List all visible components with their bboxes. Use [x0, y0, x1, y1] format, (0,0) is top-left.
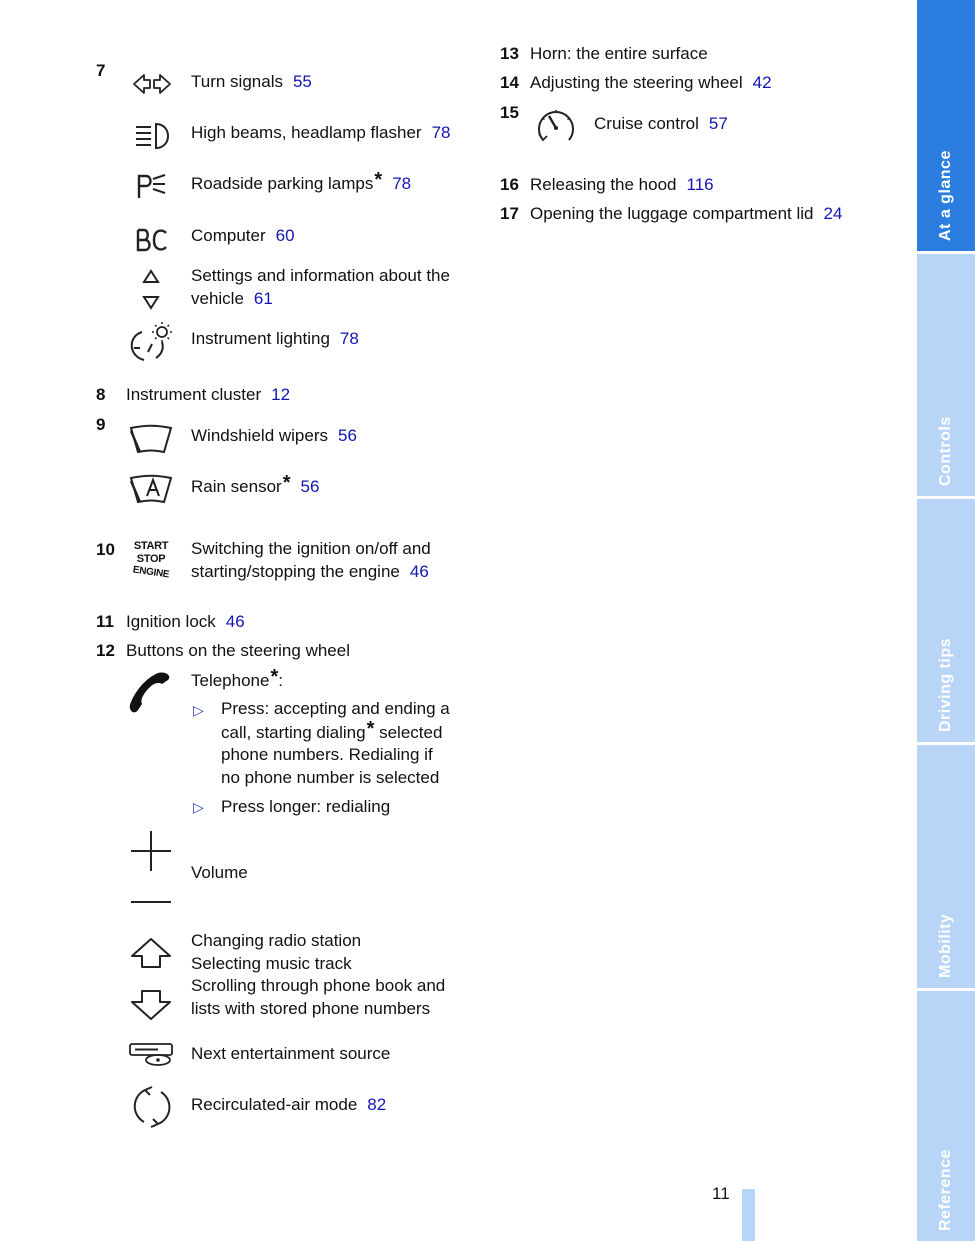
tab-reference[interactable]: Reference — [917, 991, 975, 1241]
page-link[interactable]: 116 — [686, 175, 714, 194]
page-link[interactable]: 61 — [253, 289, 273, 308]
item-number: 15 — [500, 103, 519, 122]
parking-lamp-icon — [135, 172, 169, 200]
computer-entry: Computer 60 — [191, 226, 295, 245]
luggage-lid-entry: Opening the luggage compartment lid 24 — [530, 204, 843, 223]
steering-wheel-adjust-entry: Adjusting the steering wheel 42 — [530, 73, 772, 92]
page-link[interactable]: 55 — [292, 72, 312, 91]
tab-mobility[interactable]: Mobility — [917, 745, 975, 988]
page-link[interactable]: 42 — [752, 73, 772, 92]
item-number: 14 — [500, 73, 519, 92]
item-number: 17 — [500, 204, 519, 223]
cruise-control-entry: Cruise control 57 — [594, 114, 728, 133]
arrow-down-outline-icon — [129, 989, 173, 1021]
telephone-heading: Telephone*: — [191, 666, 283, 690]
windshield-wiper-icon — [128, 424, 174, 456]
ignition-lock-entry: Ignition lock 46 — [126, 612, 245, 631]
bullet-arrow-icon: ▷ — [193, 799, 204, 815]
steering-wheel-buttons-heading: Buttons on the steering wheel — [126, 641, 350, 660]
page-number-bar — [742, 1189, 755, 1241]
page-link[interactable]: 60 — [275, 226, 295, 245]
hood-release-entry: Releasing the hood 116 — [530, 175, 714, 194]
instrument-lighting-entry: Instrument lighting 78 — [191, 329, 359, 348]
turn-signals-entry: Turn signals 55 — [191, 72, 312, 91]
page-link[interactable]: 78 — [431, 123, 451, 142]
bullet-arrow-icon: ▷ — [193, 702, 204, 718]
volume-label: Volume — [191, 863, 248, 882]
horn-entry: Horn: the entire surface — [530, 44, 708, 63]
page-link[interactable]: 56 — [338, 426, 357, 445]
item-number: 9 — [96, 415, 106, 434]
instrument-cluster-entry: Instrument cluster 12 — [126, 385, 291, 404]
radio-station-text: Changing radio station Selecting music track Scrolling through phone book and lists with stored phone numbers — [191, 931, 446, 1018]
rain-sensor-entry: Rain sensor* 56 — [191, 472, 320, 496]
up-down-triangles-icon — [141, 268, 161, 312]
page-link[interactable]: 24 — [823, 204, 843, 223]
item-number: 16 — [500, 175, 519, 194]
settings-entry: Settings and information about the vehicle 61 — [191, 266, 450, 308]
instrument-lighting-icon — [126, 320, 176, 364]
item-number: 12 — [96, 641, 115, 660]
telephone-press-text: Press: accepting and ending a call, starting dialing* selected phone numbers. Redialing if no phone number is selected — [221, 699, 450, 788]
cruise-control-icon — [534, 104, 578, 148]
recirculated-air-icon — [128, 1084, 174, 1130]
telephone-press-longer-text: Press longer: redialing — [221, 797, 391, 816]
item-number: 10 — [96, 540, 115, 559]
volume-plus-icon — [129, 829, 173, 873]
rain-sensor-icon — [128, 474, 174, 506]
tab-controls[interactable]: Controls — [917, 254, 975, 496]
entertainment-source-icon — [128, 1041, 174, 1067]
high-beams-entry: High beams, headlamp flasher 78 — [191, 123, 451, 142]
page-link[interactable]: 12 — [271, 385, 291, 404]
volume-minus-icon — [129, 899, 173, 905]
section-tabs — [917, 0, 975, 1241]
item-number: 8 — [96, 385, 106, 404]
page-link[interactable]: 78 — [339, 329, 359, 348]
entertainment-source-label: Next entertainment source — [191, 1044, 391, 1063]
high-beam-icon — [132, 120, 174, 152]
item-number: 7 — [96, 61, 106, 80]
tab-driving-tips[interactable]: Driving tips — [917, 499, 975, 742]
turn-signal-arrows-icon — [132, 72, 172, 96]
item-number: 13 — [500, 44, 519, 63]
page-link[interactable]: 82 — [367, 1095, 387, 1114]
arrow-up-outline-icon — [129, 937, 173, 969]
item-number: 11 — [96, 612, 114, 631]
page-number: 11 — [712, 1184, 730, 1203]
windshield-wipers-entry: Windshield wipers 56 — [191, 426, 357, 445]
ignition-switch-entry: Switching the ignition on/off and starting/stopping the engine 46 — [191, 539, 431, 581]
telephone-handset-icon — [128, 670, 174, 718]
page-link[interactable]: 57 — [708, 114, 728, 133]
tab-at-a-glance[interactable]: At a glance — [917, 0, 975, 251]
parking-lamps-entry: Roadside parking lamps* 78 — [191, 169, 412, 193]
bc-computer-icon — [135, 226, 171, 254]
page-link[interactable]: 56 — [300, 477, 320, 496]
page-link[interactable]: 46 — [409, 562, 429, 581]
page-link[interactable]: 78 — [392, 174, 412, 193]
page-link[interactable]: 46 — [225, 612, 245, 631]
start-stop-engine-icon: START STOP ENGINE — [132, 540, 170, 581]
recirculated-air-entry: Recirculated-air mode 82 — [191, 1095, 387, 1114]
